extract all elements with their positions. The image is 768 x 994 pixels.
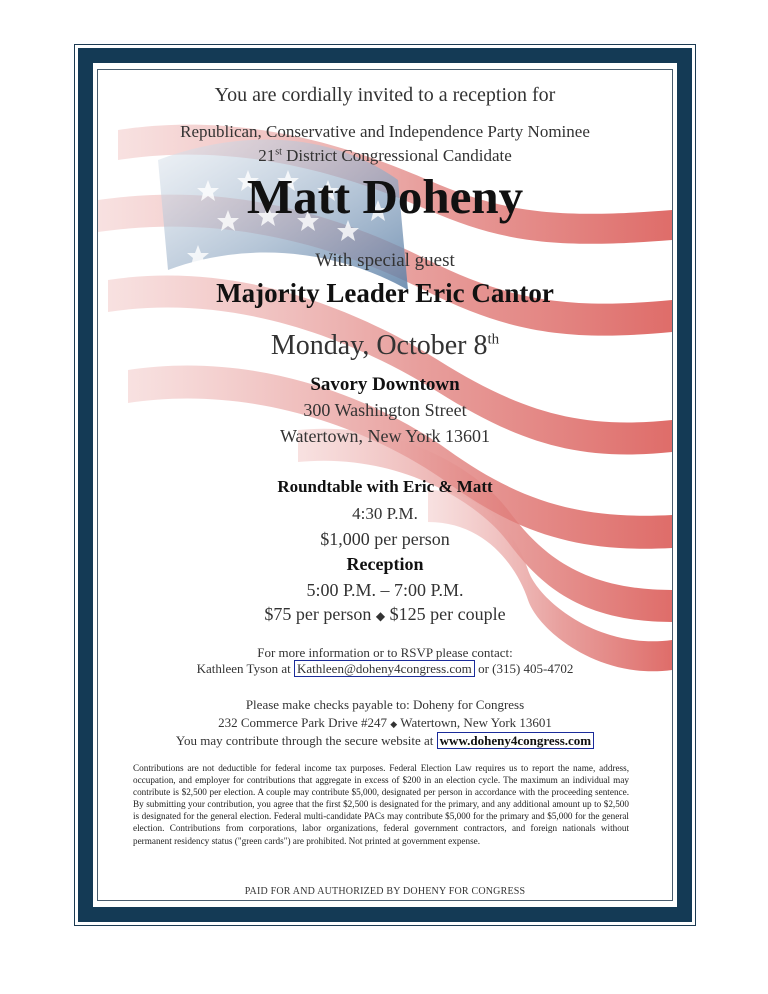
date-text: Monday, October 8 — [270, 330, 488, 361]
roundtable-title: Roundtable with Eric & Matt — [277, 477, 493, 496]
nominee-line: Republican, Conservative and Independence Party Nominee — [180, 122, 590, 141]
checks-payable-line: Please make checks payable to: Doheny for Congress — [245, 697, 525, 712]
price-couple: $125 per couple — [389, 604, 506, 624]
mailing-address-line — [98, 715, 672, 731]
diamond-separator-icon: ◆ — [375, 609, 386, 623]
guest-name: Majority Leader Eric Cantor — [216, 278, 554, 308]
guest-intro: With special guest — [315, 250, 455, 271]
district-ordinal: 21 — [258, 146, 276, 165]
reception-price — [98, 604, 672, 625]
district-rest: District Congressional Candidate — [281, 146, 512, 165]
venue-name: Savory Downtown — [310, 374, 460, 395]
venue-city: Watertown, New York 13601 — [279, 426, 491, 446]
website-line — [98, 733, 672, 749]
date-suffix: th — [487, 331, 500, 348]
mailing-street: 232 Commerce Park Drive #247 — [218, 715, 388, 730]
diamond-separator-icon: ◆ — [390, 719, 398, 729]
venue-street: 300 Washington Street — [303, 400, 467, 420]
invite-line: You are cordially invited to a reception for — [214, 84, 556, 106]
website-prefix: You may contribute through the secure website at — [175, 733, 437, 748]
mailing-city: Watertown, New York 13601 — [400, 715, 552, 730]
roundtable-price: $1,000 per person — [320, 529, 450, 549]
paid-for-notice: PAID FOR AND AUTHORIZED BY DOHENY FOR CONGRESS — [244, 886, 526, 897]
district-line — [98, 146, 672, 166]
reception-title: Reception — [346, 554, 424, 574]
candidate-name: Matt Doheny — [246, 169, 524, 224]
rsvp-contact-line — [98, 661, 672, 677]
price-person: $75 per person — [264, 604, 372, 624]
event-date — [98, 330, 672, 362]
roundtable-time: 4:30 P.M. — [352, 504, 418, 523]
district-suffix: st — [275, 146, 282, 158]
legal-disclaimer: Contributions are not deductible for federal income tax purposes. Federal Election Law requires us to report the name, address, occupation, and employer for contributions that aggregate in excess of $200 in an election cycle. The maximum an individual may contribute is $2,500 per election. A couple may contribute $5,000, designated per person in accordance with the proceeding sentence. By submitting your contribution, you agree that the first $2,500 is designated for the primary, and any additional amount up to $2,500 is designated for the general election. Federal multi-candidate PACs may contribute $5,000 for the primary and $5,000 for the general election. Contributions from corporations, labor organizations, federal government contractors, and foreign nationals without permanent residency status ("green cards") are prohibited. Not printed at government expense. — [133, 763, 629, 846]
contact-phone: or (315) 405-4702 — [474, 661, 574, 676]
rsvp-info-line: For more information or to RSVP please contact: — [257, 645, 513, 660]
contact-name: Kathleen Tyson at — [196, 661, 295, 676]
reception-time: 5:00 P.M. – 7:00 P.M. — [306, 580, 464, 600]
contact-email-link[interactable]: Kathleen@doheny4congress.com — [294, 660, 475, 677]
website-link[interactable]: www.doheny4congress.com — [437, 732, 594, 749]
invitation-content — [98, 70, 672, 900]
